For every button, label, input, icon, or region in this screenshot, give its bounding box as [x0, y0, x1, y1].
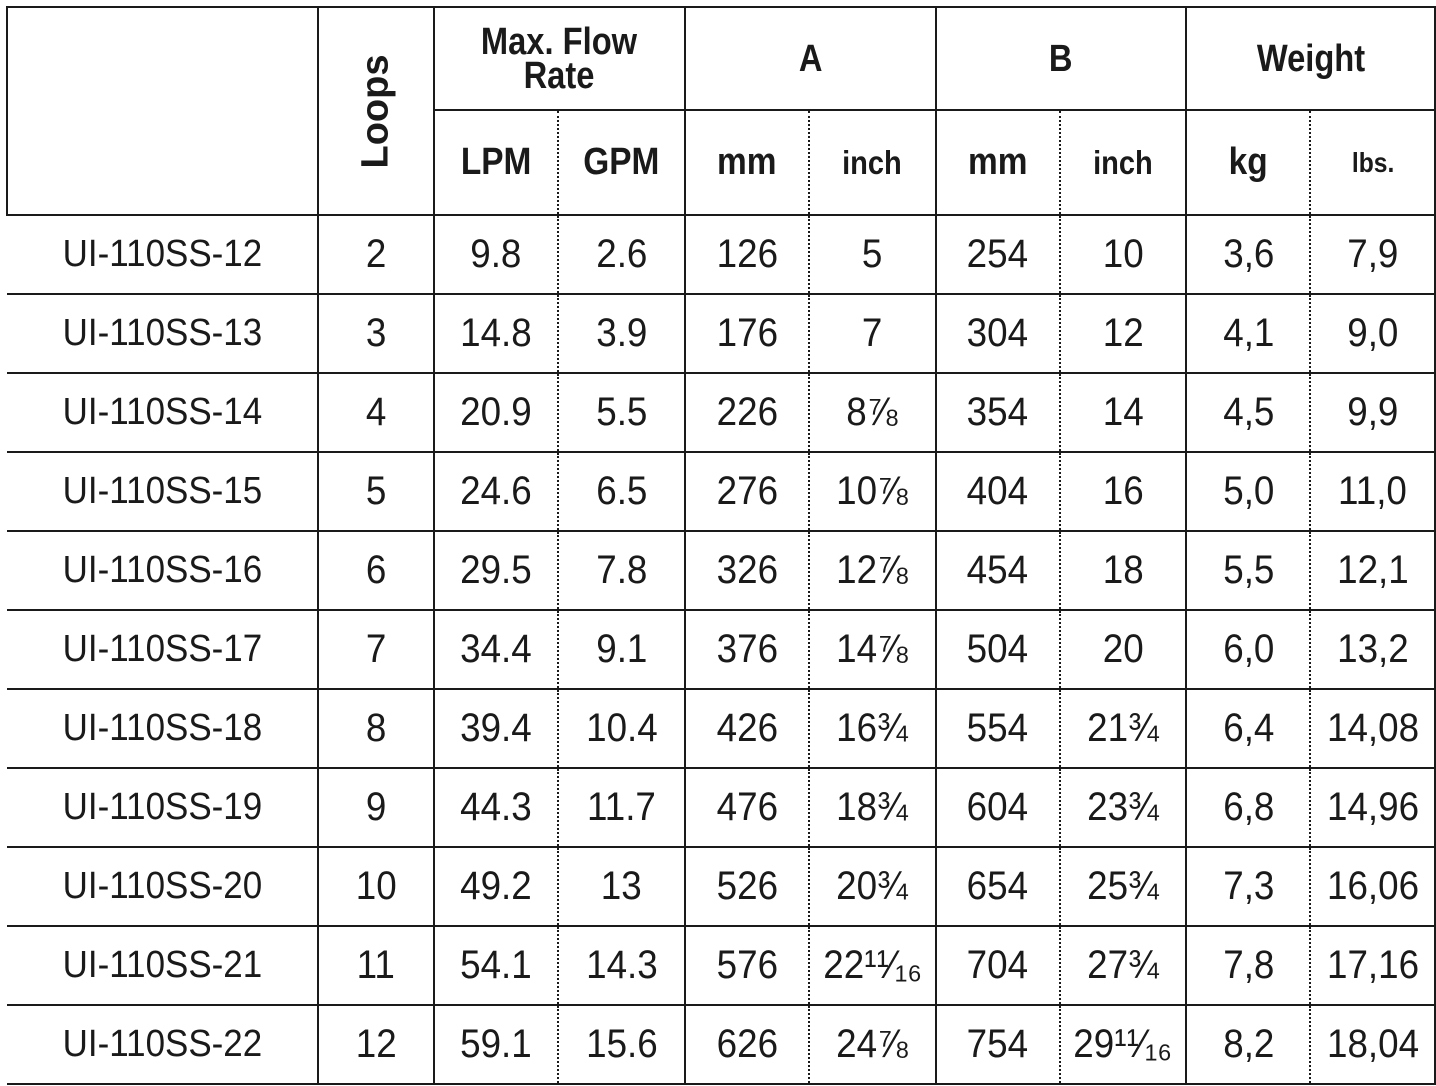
cell-b-mm: 254 — [936, 215, 1060, 294]
cell-lbs: 17,16 — [1310, 926, 1435, 1005]
table-row — [7, 610, 1435, 689]
cell-kg: 4,5 — [1186, 373, 1310, 452]
cell-lbs: 14,08 — [1310, 689, 1435, 768]
cell-lpm: 34.4 — [434, 610, 558, 689]
cell-gpm: 10.4 — [558, 689, 685, 768]
subheader-b-mm: mm — [936, 110, 1060, 215]
cell-lpm: 39.4 — [434, 689, 558, 768]
cell-a-mm: 276 — [685, 452, 809, 531]
cell-lbs: 12,1 — [1310, 531, 1435, 610]
cell-loops: 3 — [318, 294, 434, 373]
cell-a-inch: 10⅞ — [809, 452, 936, 531]
subheader-gpm: GPM — [558, 110, 685, 215]
cell-a-mm: 426 — [685, 689, 809, 768]
cell-b-inch: 10 — [1060, 215, 1187, 294]
cell-model: UI-110SS-16 — [7, 531, 318, 610]
cell-lbs: 14,96 — [1310, 768, 1435, 847]
cell-gpm: 11.7 — [558, 768, 685, 847]
cell-lpm: 24.6 — [434, 452, 558, 531]
cell-b-mm: 654 — [936, 847, 1060, 926]
cell-a-inch: 16¾ — [809, 689, 936, 768]
cell-model: UI-110SS-13 — [7, 294, 318, 373]
cell-b-mm: 504 — [936, 610, 1060, 689]
cell-loops: 10 — [318, 847, 434, 926]
subheader-kg: kg — [1186, 110, 1310, 215]
cell-lpm: 59.1 — [434, 1005, 558, 1084]
cell-a-mm: 576 — [685, 926, 809, 1005]
cell-lbs: 7,9 — [1310, 215, 1435, 294]
cell-model: UI-110SS-20 — [7, 847, 318, 926]
cell-a-mm: 326 — [685, 531, 809, 610]
cell-lbs: 18,04 — [1310, 1005, 1435, 1084]
cell-b-mm: 554 — [936, 689, 1060, 768]
cell-a-inch: 20¾ — [809, 847, 936, 926]
table-row — [7, 452, 1435, 531]
cell-kg: 3,6 — [1186, 215, 1310, 294]
cell-loops: 4 — [318, 373, 434, 452]
cell-gpm: 9.1 — [558, 610, 685, 689]
table-body — [7, 215, 1435, 1084]
cell-loops: 9 — [318, 768, 434, 847]
header-corner — [7, 7, 318, 215]
cell-lpm: 14.8 — [434, 294, 558, 373]
cell-gpm: 2.6 — [558, 215, 685, 294]
table-row — [7, 768, 1435, 847]
header-max-flow: Max. Flow Rate — [434, 7, 685, 110]
cell-a-inch: 5 — [809, 215, 936, 294]
cell-model: UI-110SS-17 — [7, 610, 318, 689]
cell-loops: 2 — [318, 215, 434, 294]
header-weight: Weight — [1186, 7, 1435, 110]
cell-kg: 8,2 — [1186, 1005, 1310, 1084]
cell-gpm: 5.5 — [558, 373, 685, 452]
cell-a-mm: 476 — [685, 768, 809, 847]
spec-table — [6, 6, 1436, 1085]
header-a: A — [685, 7, 936, 110]
cell-lbs: 11,0 — [1310, 452, 1435, 531]
cell-gpm: 14.3 — [558, 926, 685, 1005]
cell-model: UI-110SS-15 — [7, 452, 318, 531]
cell-kg: 5,0 — [1186, 452, 1310, 531]
subheader-a-inch: inch — [809, 110, 936, 215]
cell-lbs: 13,2 — [1310, 610, 1435, 689]
cell-kg: 5,5 — [1186, 531, 1310, 610]
table-row — [7, 689, 1435, 768]
cell-lbs: 9,9 — [1310, 373, 1435, 452]
cell-model: UI-110SS-19 — [7, 768, 318, 847]
cell-a-inch: 22¹¹⁄₁₆ — [809, 926, 936, 1005]
cell-a-inch: 12⅞ — [809, 531, 936, 610]
cell-b-mm: 604 — [936, 768, 1060, 847]
cell-a-inch: 24⅞ — [809, 1005, 936, 1084]
table-row — [7, 1005, 1435, 1084]
cell-a-inch: 14⅞ — [809, 610, 936, 689]
cell-model: UI-110SS-22 — [7, 1005, 318, 1084]
cell-loops: 7 — [318, 610, 434, 689]
cell-model: UI-110SS-18 — [7, 689, 318, 768]
cell-gpm: 15.6 — [558, 1005, 685, 1084]
cell-b-inch: 25¾ — [1060, 847, 1187, 926]
cell-a-inch: 7 — [809, 294, 936, 373]
table-row — [7, 926, 1435, 1005]
subheader-lpm: LPM — [434, 110, 558, 215]
table-row — [7, 373, 1435, 452]
table-row — [7, 215, 1435, 294]
cell-kg: 6,8 — [1186, 768, 1310, 847]
cell-a-mm: 526 — [685, 847, 809, 926]
cell-gpm: 3.9 — [558, 294, 685, 373]
cell-a-mm: 126 — [685, 215, 809, 294]
cell-a-mm: 626 — [685, 1005, 809, 1084]
cell-lbs: 16,06 — [1310, 847, 1435, 926]
cell-b-inch: 12 — [1060, 294, 1187, 373]
cell-b-mm: 354 — [936, 373, 1060, 452]
cell-b-inch: 23¾ — [1060, 768, 1187, 847]
cell-b-inch: 29¹¹⁄₁₆ — [1060, 1005, 1187, 1084]
cell-kg: 6,4 — [1186, 689, 1310, 768]
cell-b-mm: 304 — [936, 294, 1060, 373]
table-row — [7, 531, 1435, 610]
cell-b-inch: 18 — [1060, 531, 1187, 610]
cell-gpm: 6.5 — [558, 452, 685, 531]
subheader-lbs: lbs. — [1310, 110, 1435, 215]
cell-loops: 6 — [318, 531, 434, 610]
cell-kg: 7,3 — [1186, 847, 1310, 926]
cell-lpm: 54.1 — [434, 926, 558, 1005]
cell-a-mm: 226 — [685, 373, 809, 452]
cell-loops: 11 — [318, 926, 434, 1005]
header-b: B — [936, 7, 1187, 110]
cell-b-mm: 404 — [936, 452, 1060, 531]
header-loops: Loops — [318, 7, 434, 215]
cell-loops: 8 — [318, 689, 434, 768]
cell-model: UI-110SS-12 — [7, 215, 318, 294]
cell-b-inch: 14 — [1060, 373, 1187, 452]
cell-lpm: 49.2 — [434, 847, 558, 926]
cell-b-inch: 27¾ — [1060, 926, 1187, 1005]
cell-gpm: 13 — [558, 847, 685, 926]
cell-b-inch: 21¾ — [1060, 689, 1187, 768]
subheader-b-inch: inch — [1060, 110, 1187, 215]
cell-loops: 5 — [318, 452, 434, 531]
cell-lpm: 20.9 — [434, 373, 558, 452]
cell-loops: 12 — [318, 1005, 434, 1084]
cell-model: UI-110SS-21 — [7, 926, 318, 1005]
cell-gpm: 7.8 — [558, 531, 685, 610]
cell-kg: 4,1 — [1186, 294, 1310, 373]
cell-lpm: 44.3 — [434, 768, 558, 847]
cell-lbs: 9,0 — [1310, 294, 1435, 373]
cell-a-inch: 8⅞ — [809, 373, 936, 452]
cell-a-mm: 376 — [685, 610, 809, 689]
cell-b-inch: 20 — [1060, 610, 1187, 689]
cell-b-mm: 754 — [936, 1005, 1060, 1084]
cell-kg: 6,0 — [1186, 610, 1310, 689]
cell-lpm: 9.8 — [434, 215, 558, 294]
cell-lpm: 29.5 — [434, 531, 558, 610]
cell-b-mm: 454 — [936, 531, 1060, 610]
cell-b-mm: 704 — [936, 926, 1060, 1005]
cell-b-inch: 16 — [1060, 452, 1187, 531]
cell-a-mm: 176 — [685, 294, 809, 373]
table-row — [7, 847, 1435, 926]
table-row — [7, 294, 1435, 373]
subheader-a-mm: mm — [685, 110, 809, 215]
cell-kg: 7,8 — [1186, 926, 1310, 1005]
cell-a-inch: 18¾ — [809, 768, 936, 847]
cell-model: UI-110SS-14 — [7, 373, 318, 452]
